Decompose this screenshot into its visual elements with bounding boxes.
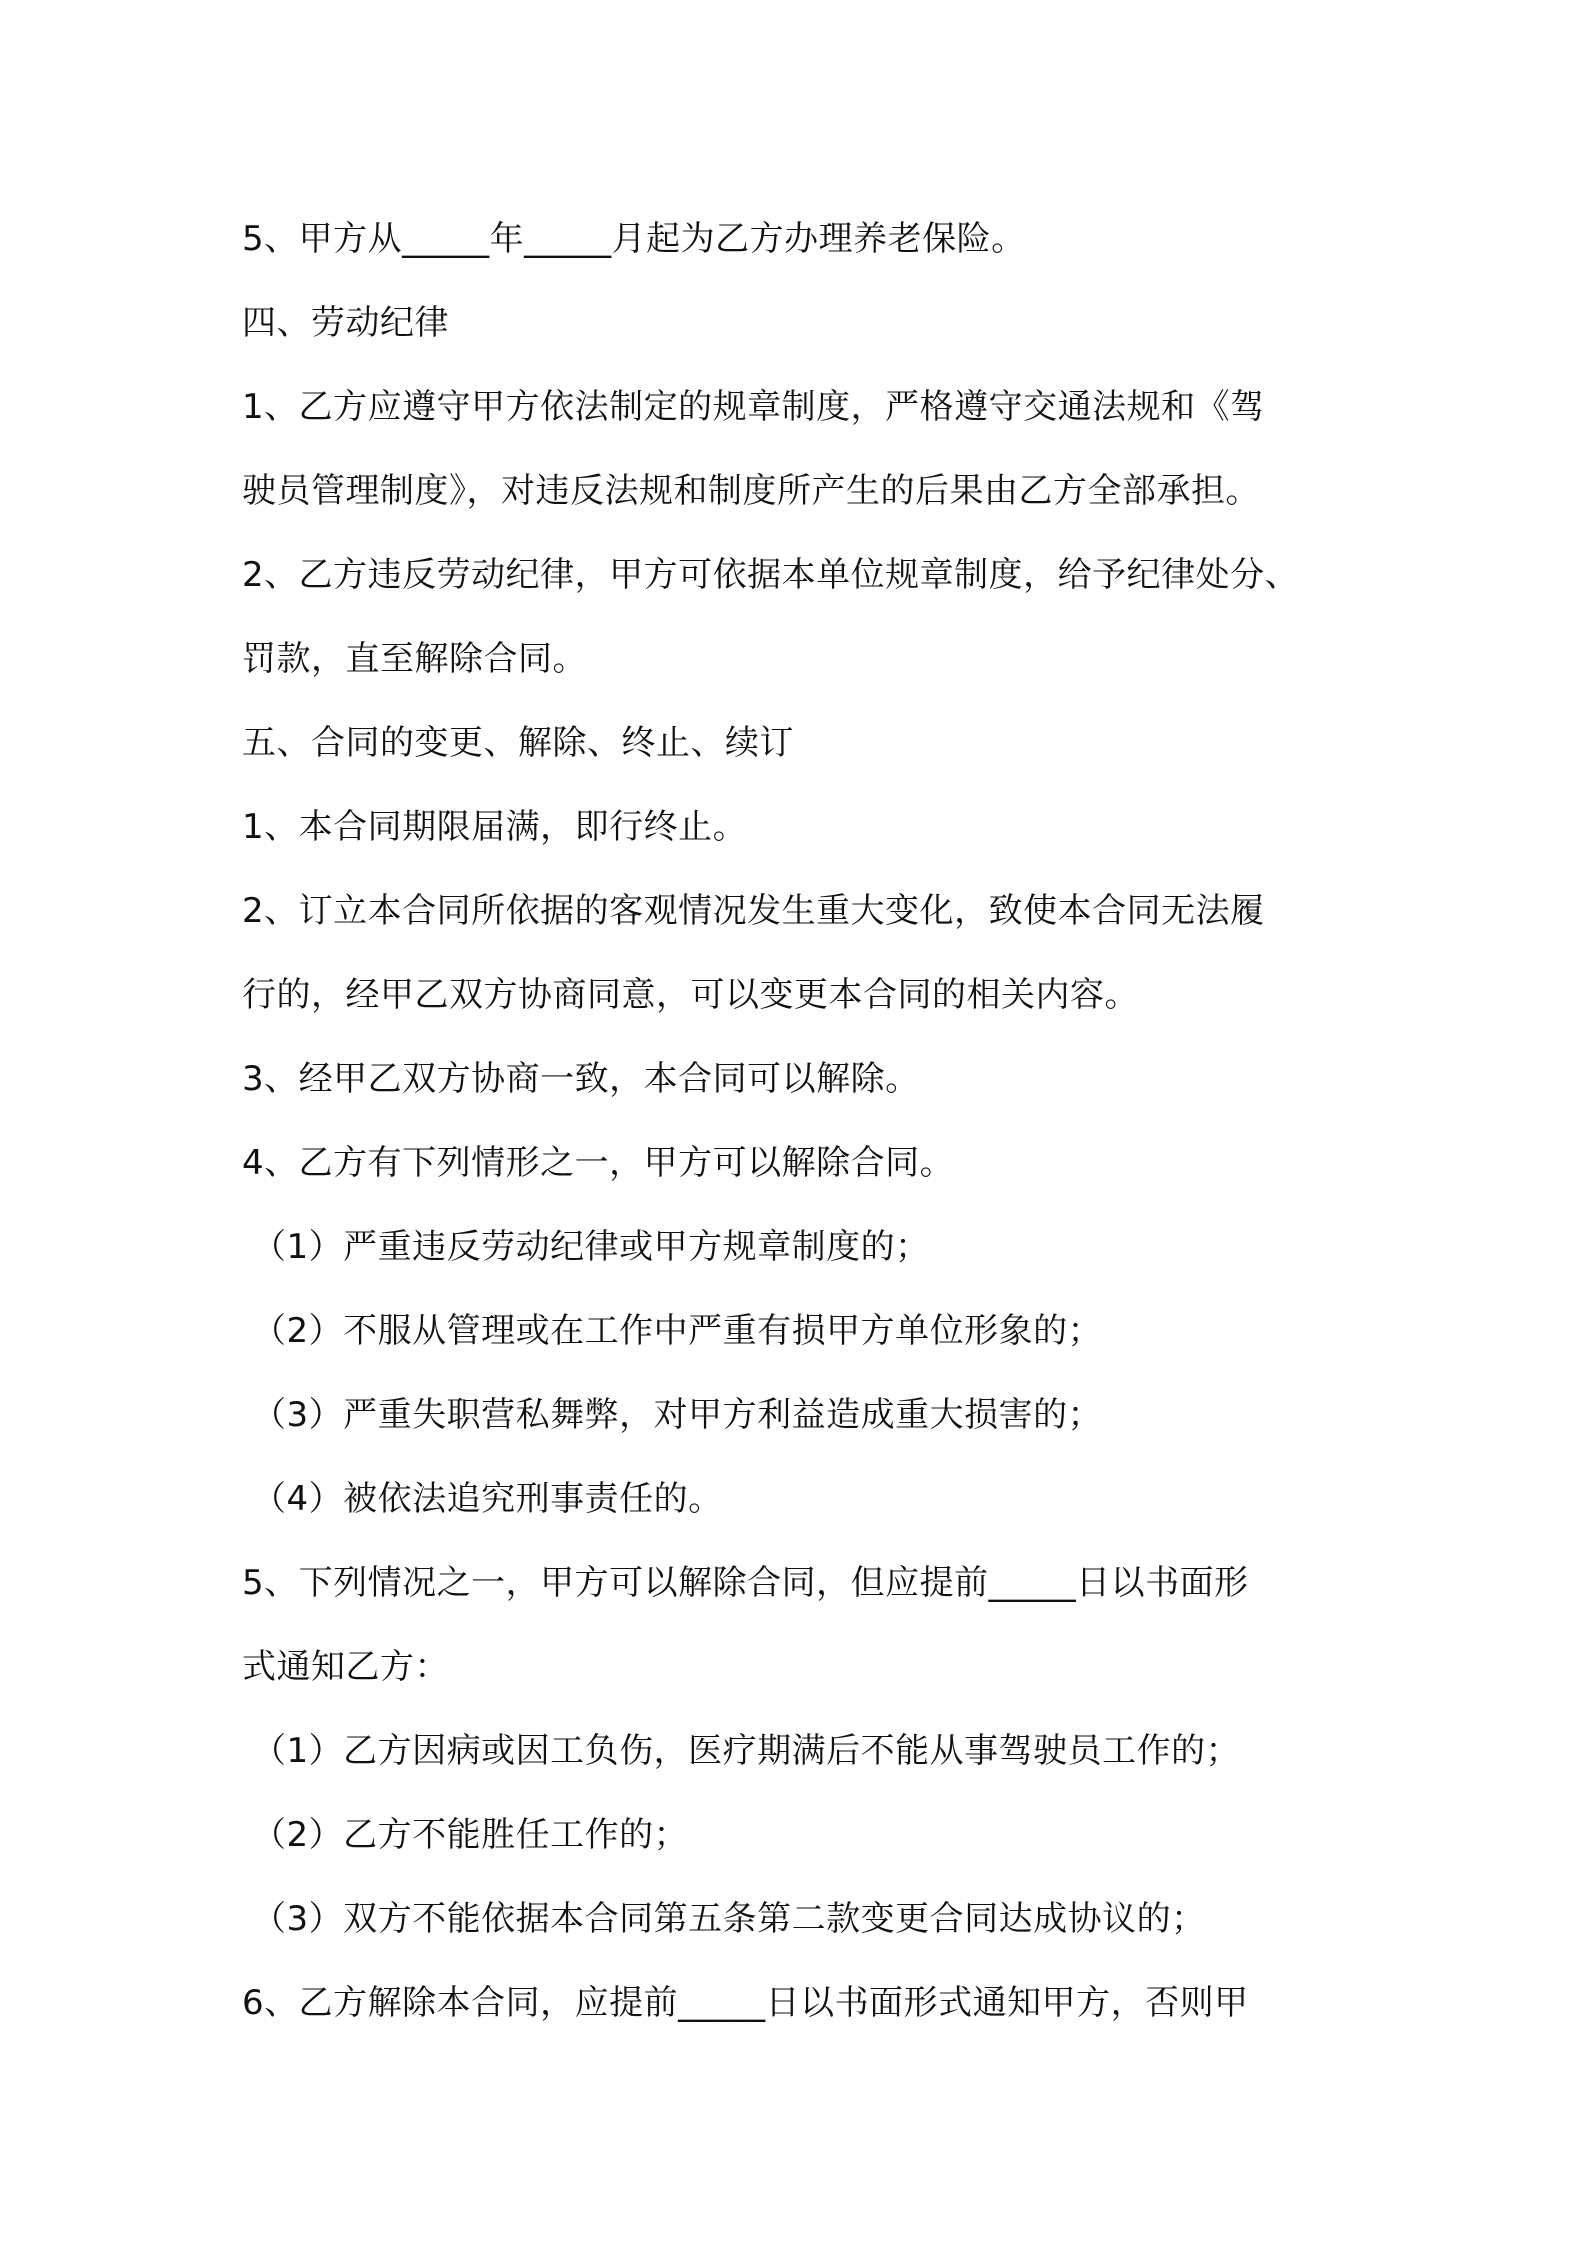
clause-line: 1、乙方应遵守甲方依法制定的规章制度，严格遵守交通法规和《驾 [242,387,1265,427]
sub-clause-line: （3）双方不能依据本合同第五条第二款变更合同达成协议的； [252,1899,1206,1939]
sub-clause-line: （3）严重失职营私舞弊，对甲方利益造成重大损害的； [252,1395,1103,1435]
document-body [242,197,1382,2045]
section-heading: 四、劳动纪律 [242,303,449,343]
clause-line: 5、下列情况之一，甲方可以解除合同，但应提前_____日以书面形 [242,1563,1249,1603]
sub-clause-line: （1）乙方因病或因工负伤，医疗期满后不能从事驾驶员工作的； [252,1731,1241,1771]
clause-continuation: 罚款，直至解除合同。 [242,639,587,679]
section-heading: 五、合同的变更、解除、终止、续订 [242,723,794,763]
sub-clause-line: （4）被依法追究刑事责任的。 [252,1479,723,1519]
clause-line: 2、乙方违反劳动纪律，甲方可依据本单位规章制度，给予纪律处分、 [242,555,1300,595]
clause-continuation: 行的，经甲乙双方协商同意，可以变更本合同的相关内容。 [242,975,1139,1015]
clause-line: 2、订立本合同所依据的客观情况发生重大变化，致使本合同无法履 [242,891,1265,931]
clause-line: 1、本合同期限届满，即行终止。 [242,807,748,847]
sub-clause-line: （2）乙方不能胜任工作的； [252,1815,689,1855]
clause-line: 6、乙方解除本合同，应提前_____日以书面形式通知甲方，否则甲 [242,1983,1249,2023]
sub-clause-line: （2）不服从管理或在工作中严重有损甲方单位形象的； [252,1311,1103,1351]
clause-line: 3、经甲乙双方协商一致，本合同可以解除。 [242,1059,920,1099]
clause-continuation: 驶员管理制度》，对违反法规和制度所产生的后果由乙方全部承担。 [242,471,1260,511]
clause-continuation: 式通知乙方： [242,1647,449,1687]
clause-line: 4、乙方有下列情形之一，甲方可以解除合同。 [242,1143,955,1183]
sub-clause-line: （1）严重违反劳动纪律或甲方规章制度的； [252,1227,930,1267]
clause-line: 5、甲方从_____年_____月起为乙方办理养老保险。 [242,219,1026,259]
